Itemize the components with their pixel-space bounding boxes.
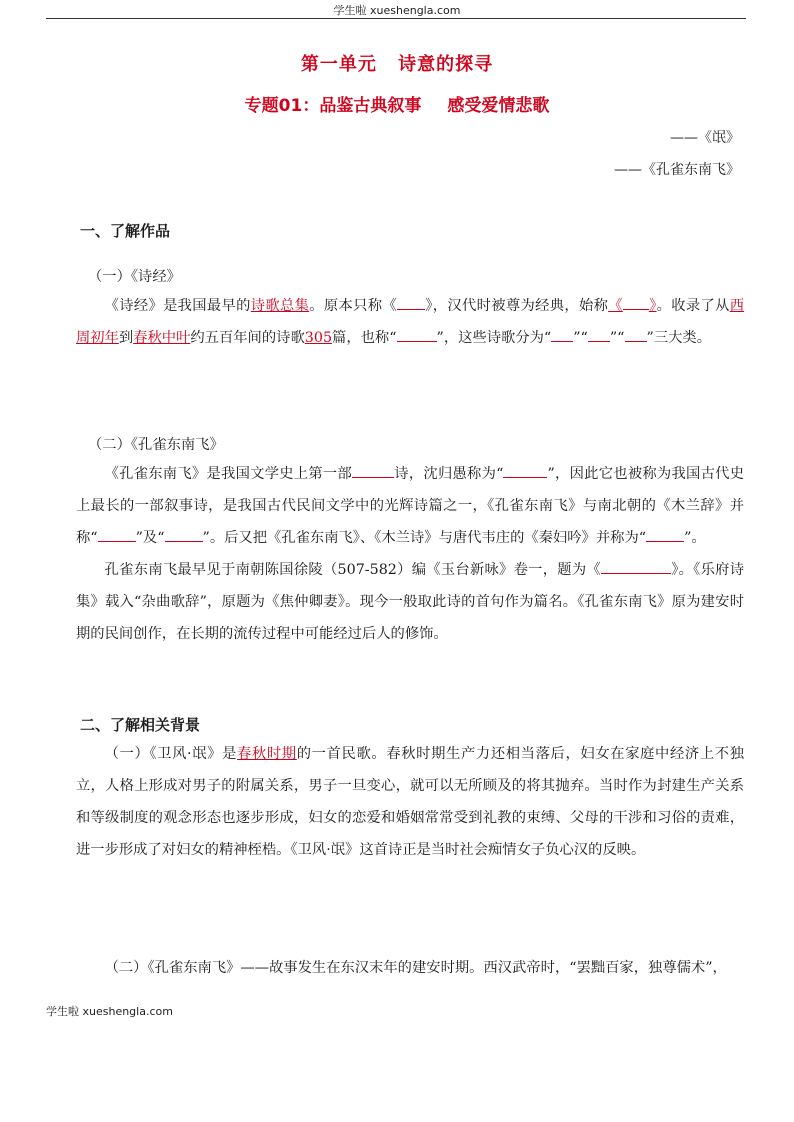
text: 约五百年间的诗歌 xyxy=(190,330,305,346)
fill-blank[interactable] xyxy=(503,462,547,478)
answer-start-period: 西周初年 xyxy=(76,298,745,346)
subsection-label-kongque: （二）《孔雀东南飞》 xyxy=(88,437,224,453)
fill-blank[interactable] xyxy=(623,294,649,310)
answer-spring-autumn: 春秋时期 xyxy=(237,746,297,762)
text: 到 xyxy=(118,330,134,346)
text: 篇，也称“ xyxy=(332,330,397,346)
text: 三大类。 xyxy=(653,330,711,346)
text: 。收录了从 xyxy=(656,298,730,314)
fill-blank[interactable] xyxy=(646,526,684,542)
answer-poem-count: 305 xyxy=(304,330,333,346)
text: 孔雀东南飞最早见于南朝陈国徐陵（507-582）编《玉台新咏》卷一，题为《 xyxy=(104,562,601,578)
section-heading-background: 二、了解相关背景 xyxy=(80,716,201,734)
answer-bracket-open: 《 xyxy=(608,298,623,314)
text: ” xyxy=(646,330,654,346)
text: 》。《乐府诗集》载入“杂曲歌辞”，原题为《焦仲卿妻》。现今一般取此诗的首句作为篇名。《孔雀东南飞》原为建安时期的民间创作，在长期的流传过程中可能经过后人的修饰。 xyxy=(76,562,745,642)
answer-poetry-collection: 诗歌总集 xyxy=(250,298,310,314)
text: （二）《孔雀东南飞》——故事发生在东汉末年的建安时期。西汉武帝时，“罢黜百家，独尊儒术”， xyxy=(104,960,727,976)
section-heading-understand-works: 一、了解作品 xyxy=(80,222,171,240)
text: （一）《卫风·氓》是 xyxy=(104,746,237,762)
text: 《诗经》是我国最早的 xyxy=(104,298,251,314)
topic-title xyxy=(0,91,794,116)
topic-title-part2: 感受爱情悲歌 xyxy=(447,96,550,116)
subsection-label-shijing: （一）《诗经》 xyxy=(88,269,181,285)
answer-end-period: 春秋中叶 xyxy=(133,330,191,346)
text: 》，汉代时被尊为经典，始称 xyxy=(424,298,609,314)
fill-blank[interactable] xyxy=(98,526,136,542)
fill-blank[interactable] xyxy=(601,558,671,574)
fill-blank[interactable] xyxy=(352,462,394,478)
unit-title: 第一单元 诗意的探寻 xyxy=(300,54,494,75)
text: 。原本只称《 xyxy=(309,298,397,314)
text: ”“ xyxy=(573,330,588,346)
poem-reference-mang: ——《氓》 xyxy=(670,130,740,146)
paragraph-kongque-background xyxy=(76,952,744,984)
fill-blank[interactable] xyxy=(397,294,425,310)
text: ”，因此它也被称为我国古代史上最长的一部叙事诗，是我国古代民间文学中的光辉诗篇之一，《孔雀东南飞》与南北朝的《木兰辞》并称“ xyxy=(76,466,745,546)
footer-site-name: 学生啦 xueshengla.com xyxy=(46,1005,173,1018)
fill-blank[interactable] xyxy=(397,326,437,342)
text: ”。后又把《孔雀东南飞》、《木兰诗》与唐代韦庄的《秦妇吟》并称为“ xyxy=(202,530,647,546)
fill-blank[interactable] xyxy=(551,326,573,342)
text: 《孔雀东南飞》是我国文学史上第一部 xyxy=(104,466,353,482)
topic-title-part1: 专题01：品鉴古典叙事 xyxy=(244,96,422,116)
paragraph-weifeng-mang xyxy=(76,738,744,866)
paragraph-kongque xyxy=(76,458,744,650)
text: ”。 xyxy=(684,530,706,546)
text: ”及“ xyxy=(135,530,165,546)
header-site-name: 学生啦 xueshengla.com xyxy=(333,4,461,17)
fill-blank[interactable] xyxy=(588,326,610,342)
paragraph-shijing xyxy=(76,290,744,354)
fill-blank[interactable] xyxy=(625,326,647,342)
header-divider xyxy=(46,18,746,19)
fill-blank[interactable] xyxy=(165,526,203,542)
answer-bracket-close: 》 xyxy=(648,298,657,314)
text: 的一首民歌。春秋时期生产力还相当落后，妇女在家庭中经济上不独立，人格上形成对男子的附属关系，男子一旦变心，就可以无所顾及的将其抛弃。当时作为封建生产关系和等级制度的观念形态也逐步形成，妇女的恋爱和婚姻常常受到礼教的束缚、父母的干涉和习俗的责难，进一步形成了对妇女的精神桎梏。《卫风·氓》这首诗正是当时社会痴情女子负心汉的反映。 xyxy=(76,746,745,858)
text: 诗，沈归愚称为“ xyxy=(394,466,504,482)
poem-reference-kongque: ——《孔雀东南飞》 xyxy=(614,162,740,178)
text: ”“ xyxy=(609,330,625,346)
text: ”，这些诗歌分为“ xyxy=(436,330,552,346)
